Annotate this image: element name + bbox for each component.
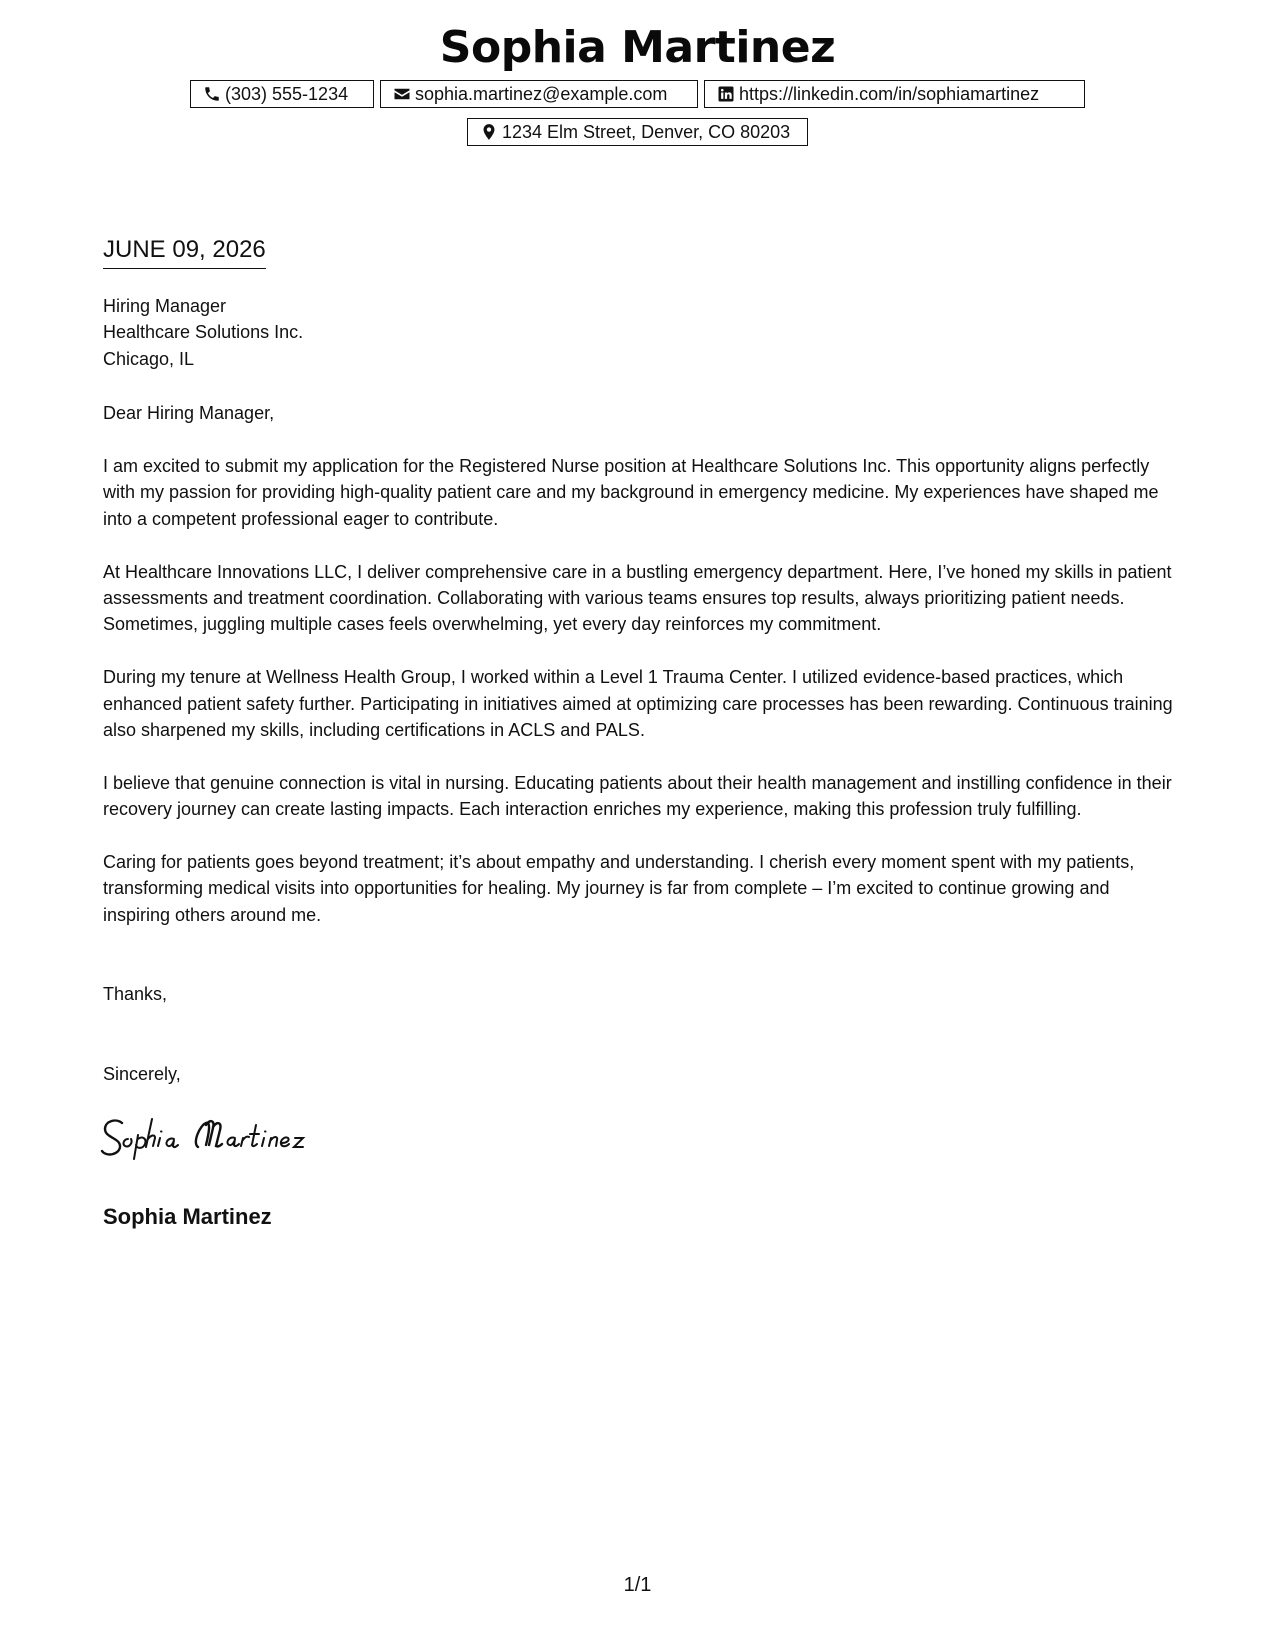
- thanks-line: Thanks,: [103, 984, 168, 1004]
- salutation: Dear Hiring Manager,: [103, 403, 275, 423]
- letter-body: [103, 453, 1173, 955]
- page-number: 1/1: [623, 1574, 652, 1596]
- closing-line: Sincerely,: [103, 1064, 181, 1084]
- body-paragraph: At Healthcare Innovations LLC, I deliver comprehensive care in a bustling emergency department. Here, I’ve honed my skills in patient assessments and treatment coordination. Collaborating with various teams ensures top results, always prioritizing patient needs. Sometimes, juggling multiple cases feels overwhelming, yet every day reinforces my commitment.: [103, 561, 1172, 635]
- map-pin-icon: [480, 123, 498, 141]
- signed-name: Sophia Martinez: [103, 1204, 272, 1229]
- letter-date: JUNE 09, 2026: [103, 234, 266, 269]
- phone-icon: [203, 85, 221, 103]
- contact-linkedin-text: https://linkedin.com/in/sophiamartinez: [739, 83, 1040, 104]
- contact-linkedin[interactable]: [704, 80, 1085, 108]
- contact-row-secondary: [0, 118, 1275, 146]
- recipient-company: Healthcare Solutions Inc.: [103, 322, 304, 343]
- recipient-title: Hiring Manager: [103, 296, 227, 316]
- contact-row-primary: [0, 80, 1275, 108]
- contact-phone: [190, 80, 374, 108]
- applicant-name-heading: Sophia Martinez: [439, 22, 836, 73]
- contact-address: [467, 118, 808, 146]
- body-paragraph: During my tenure at Wellness Health Group, I worked within a Level 1 Trauma Center. I utilized evidence-based practices, which enhanced patient safety further. Participating in initiatives aimed at optimizing care processes has been rewarding. Continuous training also sharpened my skills, including certifications in ACLS and PALS.: [103, 667, 1173, 741]
- recipient-block: [103, 293, 1173, 372]
- contact-email[interactable]: [380, 80, 698, 108]
- linkedin-icon: [717, 85, 735, 103]
- body-paragraph: I believe that genuine connection is vital in nursing. Educating patients about their health management and instilling confidence in their recovery journey can create lasting impacts. Each interaction enriches my experience, making this profession truly fulfilling.: [103, 772, 1172, 820]
- contact-email-text: sophia.martinez@example.com: [415, 83, 668, 104]
- contact-phone-text: (303) 555-1234: [225, 83, 349, 104]
- recipient-location: Chicago, IL: [103, 348, 195, 369]
- body-paragraph: Caring for patients goes beyond treatment; it’s about empathy and understanding. I cherish every moment spent with my patients, transforming medical visits into opportunities for healing. My journey is far from complete – I’m excited to continue growing and inspiring others around me.: [103, 852, 1135, 925]
- body-paragraph: I am excited to submit my application for the Registered Nurse position at Healthcare Solutions Inc. This opportunity aligns perfectly with my passion for providing high-quality patient care and my background in emergency medicine. My experiences have shaped me into a competent professional eager to contribute.: [103, 456, 1159, 529]
- handwritten-signature: [100, 1113, 360, 1165]
- envelope-icon: [393, 85, 411, 103]
- contact-address-text: 1234 Elm Street, Denver, CO 80203: [502, 121, 791, 142]
